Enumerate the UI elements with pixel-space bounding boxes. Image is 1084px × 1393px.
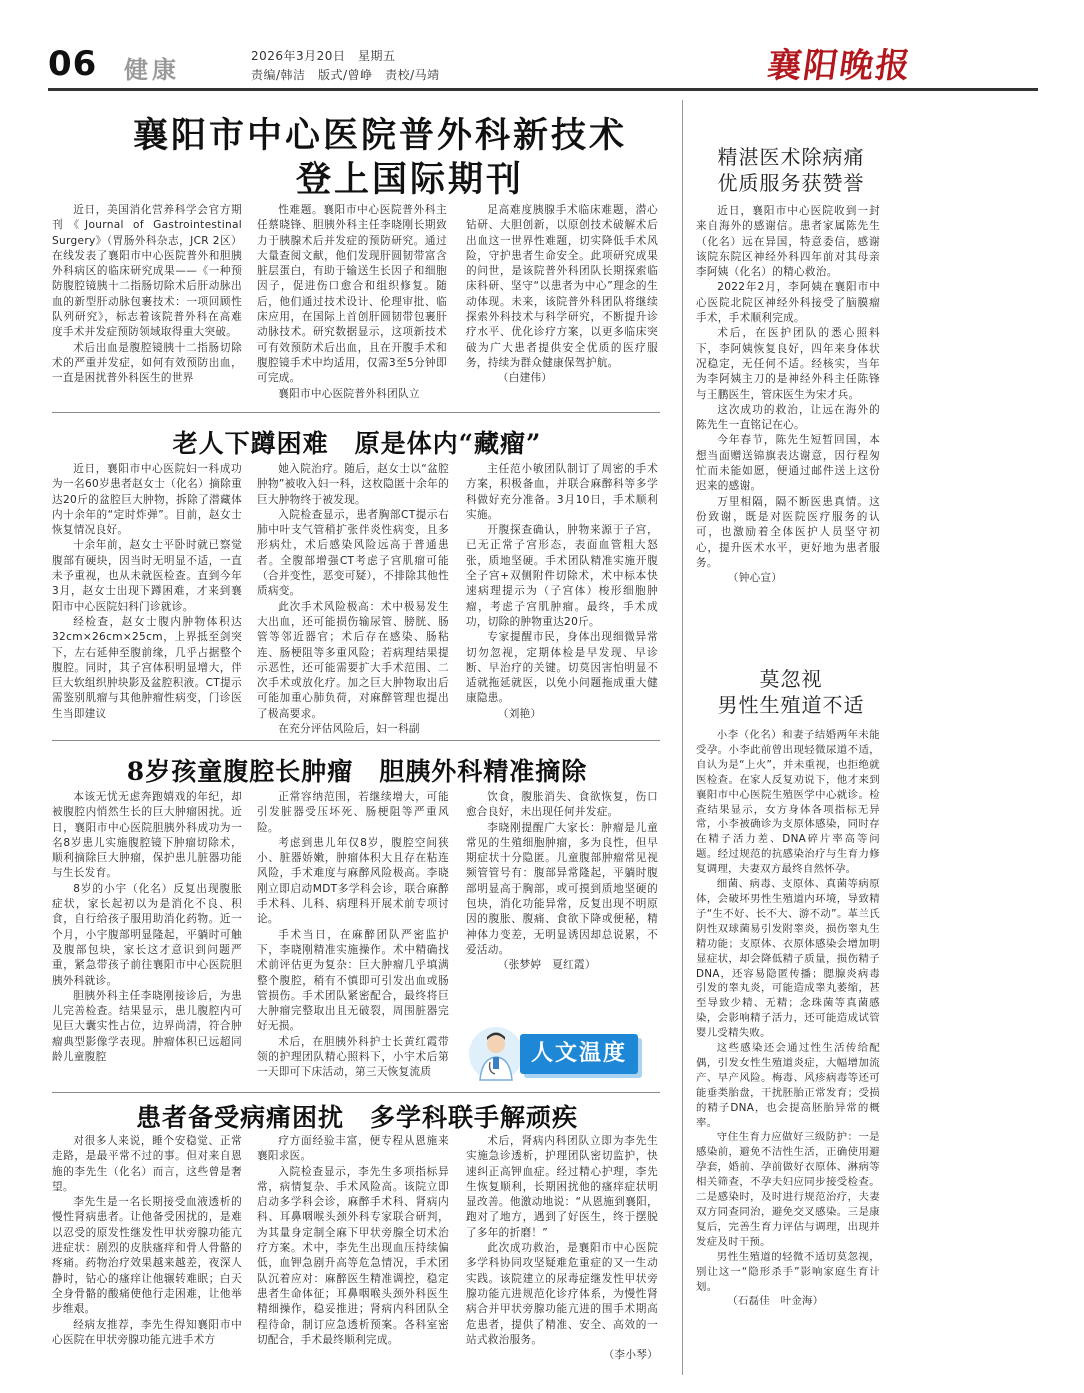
section-name: 健康	[124, 56, 180, 84]
byline: （李小琴）	[603, 1349, 658, 1362]
paragraph: 万里相隔，隔不断医患真情。这份致谢，既是对医院医疗服务的认可，也激励着全体医护人员坚守初心，提升医术水平，更好地为患者服务。	[696, 495, 880, 569]
article1-title-line1: 襄阳市中心医院普外科新技术	[132, 115, 627, 156]
byline: （张梦婷 夏红霞）	[497, 959, 596, 972]
paragraph: 此次成功救治，是襄阳市中心医院多学科协同攻坚疑难危重症的又一生动实践。该院建立的尿毒症继发性甲状旁腺功能亢进规范化诊疗体系，为慢性肾病合并甲状旁腺功能亢进的围手术期高危患者，提供了精准、安全、高效的一站式救治服务。	[466, 1242, 658, 1346]
date-line: 2026年3月20日 星期五	[251, 49, 396, 63]
article2-col3	[466, 462, 658, 722]
paragraph: 李先生是一名长期接受血液透析的慢性肾病患者。让他备受困扰的，是难以忍受的原发性继发性甲状旁腺功能亢进症状：剧烈的皮肤瘙痒和骨人骨骼的疼痛。药物治疗效果越来越差，夜深人静时，钻心的瘙痒让他辗转难眠；白天全身骨骼的酸痛使他行走困难，让他举步维艰。	[52, 1196, 242, 1316]
section-rule	[52, 740, 660, 741]
article4-col2	[257, 1134, 449, 1348]
paragraph: 在充分评估风险后，妇一科副	[278, 723, 420, 736]
sidebar1-title-line1: 精湛医术除病痛	[717, 145, 865, 169]
article4-title: 患者备受病痛困扰 多学科联手解顽疾	[135, 1103, 578, 1132]
paragraph: 小李（化名）和妻子结婚两年未能受孕。小李此前曾出现轻微尿道不适，自认为是“上火”，并未重视，也拒绝就医检查。在家人反复劝说下，他才来到襄阳市中心医院生殖医学中心就诊。检查结果显示，女方身体各项指标无异常，小李被确诊为支原体感染，同时存在精子活力差、DNA碎片率高等问题。经过规范的抗感染治疗与生育力修复调理，夫妻双方最终自然怀孕。	[696, 729, 880, 876]
byline: （石磊佳 叶金海）	[727, 1295, 824, 1308]
sidebar2-title-line2: 男性生殖道不适	[717, 693, 865, 717]
paragraph: 这些感染还会通过性生活传给配偶，引发女性生殖道炎症，大幅增加流产、早产风险。梅毒、风疹病毒等还可能垂类胎盘，干扰胚胎正常发育；受损的精子DNA，也会提高胚胎异常的概率。	[696, 1042, 880, 1129]
article3-title: 8岁孩童腹腔长肿瘤 胆胰外科精准摘除	[126, 757, 588, 786]
paragraph: 入院检查显示，李先生多项指标异常，病情复杂、手术风险高。该院立即启动多学科会诊，麻醉手术科、肾病内科、耳鼻咽喉头颈外科专家联合研判，为其量身定制全麻下甲状旁腺全切术治疗方案。术中，李先生出现血压持续偏低，血钾急剧升高等危急情况，手术团队沉着应对：麻醉医生精准调控，稳定患者生命体征；耳鼻咽喉头颈外科医生精细操作，稳妥推进；肾病内科团队全程待命，制订应急透析预案。各科室密切配合，手术最终顺利完成。	[257, 1165, 449, 1346]
paragraph: 术后，在胆胰外科护士长黄红霞带领的护理团队精心照料下，小宇术后第一天即可下床活动，第三天恢复流质	[257, 1035, 449, 1079]
paragraph: 李晓刚提醒广大家长：肿瘤是儿童常见的生殖细胞肿瘤，多为良性，但早期症状十分隐匿。儿童腹部肿瘤常见视频管管号有：腹部异常隆起，平躺时腹部明显高于胸部，或可摸到质地坚硬的包块，消化功能异常，反复出现不明原因的腹胀、腹痛、食欲下降或便秘，精神体力变差，无明显诱因却总说累，不爱活动。	[466, 821, 658, 956]
article3-col1	[52, 790, 242, 1065]
paragraph: 胆胰外科主任李晓刚接诊后，为患儿完善检查。结果显示，患儿腹腔内可见巨大囊实性占位，边界尚清，符合肿瘤典型影像学表现。肿瘤体积已远超同龄儿童腹腔	[52, 989, 242, 1064]
article1-col3	[466, 203, 658, 387]
paragraph: 入院检查显示，患者胸部CT提示右肺中叶支气管稍扩张伴炎性病变，且多形病灶，术后感染风险远高于普通患者。全腹部增强CT考虑子宫肌瘤可能（合并变性，恶变可疑），不排除其他性质病变。	[257, 508, 449, 598]
article1-col1	[52, 203, 242, 387]
paragraph: 这次成功的救治，让远在海外的陈先生一直铭记在心。	[696, 403, 880, 432]
doctor-illustration-icon	[468, 1024, 526, 1084]
paragraph: 专家提醒市民，身体出现细微异常切勿忽视，定期体检是早发现、早诊断、早治疗的关键。切莫因害怕明显不适就拖延就医，以免小问题拖成重大健康隐患。	[466, 631, 658, 705]
byline: （刘艳）	[497, 707, 542, 720]
paragraph: 饮食，腹胀消失、食欲恢复，伤口愈合良好，未出现任何并发症。	[466, 791, 658, 819]
byline: （白建伟）	[497, 372, 553, 385]
paragraph: 正常容纳范围，若继续增大，可能引发脏器受压坏死、肠梗阻等严重风险。	[257, 791, 449, 834]
paragraph: 开腹探查确认，肿物来源于子宫，已无正常子宫形态，表面血管粗大怒张，质地坚硬。手术团队精准实施开腹全子宫+双侧附件切除术，术中标本快速病理提示为（子宫体）梭形细胞肿瘤，考虑子宫肌肿瘤。最终，手术成功，切除的肿物重达20斤。	[466, 524, 658, 628]
paragraph: 足高难度胰腺手术临床难题，潜心钻研、大胆创新，以原创技术破解术后出血这一世界性难题，切实降低手术风险，守护患者生命安全。此项研究成果的问世，是该院普外科团队长期探索临床科研、坚守“以患者为中心”理念的生动体现。未来，该院普外科团队将继续探索外科技术与科学研究，不断提升诊疗水平、优化诊疗方案，以更多临床突破为广大患者提供安全优质的医疗服务，持续为群众健康保驾护航。	[466, 204, 658, 369]
paragraph: 襄阳市中心医院普外科团队立	[278, 387, 420, 400]
paragraph: 性难题。襄阳市中心医院普外科主任蔡晓锋、胆胰外科主任李晓刚长期致力于胰腺术后并发症的预防研究。通过大量查阅文献，他们发现肝圆韧带富含脏层蛋白，有助于输送生长因子和细胞因子，促进伤口愈合和组织修复。随后，他们通过技术设计、伦理审批、临床应用，在国际上首创肝圆韧带包裹肝动脉技术。研究数据显示，这项新技术可有效预防术后出血，且在开腹手术和腹腔镜手术中均适用，仅需3至5分钟即可完成。	[257, 204, 447, 385]
paragraph: 男性生殖道的轻微不适切莫忽视，别让这一“隐形杀手”影响家庭生育计划。	[696, 1250, 880, 1293]
paragraph: 疗方面经验丰富，便专程从恩施来襄阳求医。	[257, 1135, 449, 1163]
paragraph: 8岁的小宇（化名）反复出现腹胀症状，家长起初以为是消化不良、积食，自行给孩子服用助消化药物。近一个月，小宇腹部明显隆起，平躺时可触及腹部包块，家长这才意识到问题严重，紧急带孩子前往襄阳市中心医院胆胰外科就诊。	[52, 882, 242, 987]
sidebar2-title-line1: 莫忽视	[759, 667, 823, 691]
paragraph: 经检查，赵女士腹内肿物体积达32cm×26cm×25cm，上界抵至剑突下，左右延伸至腹前缘，几乎占据整个腹腔。同时，其子宫体积明显增大，伴巨大软组织肿块影及盆腔积液。CT提示需鉴别肌瘤与其他肿瘤性病变，门诊医生当即建议	[52, 615, 242, 720]
article2-col2	[257, 462, 449, 737]
page-number: 06	[48, 44, 98, 84]
editors-line: 责编/韩洁 版式/曾峥 责校/马靖	[251, 68, 440, 82]
paragraph: 对很多人来说，睡个安稳觉、正常走路，是最平常不过的事。但对来自恩施的李先生（化名）而言，这些曾是奢望。	[52, 1135, 242, 1193]
paragraph: 她入院治疗。随后，赵女士以“盆腔肿物”被收入妇一科，这枚隐匿十余年的巨大肿物终于被发现。	[257, 463, 449, 506]
article3-col3	[466, 790, 658, 974]
byline: （钟心宣）	[727, 572, 783, 585]
paragraph: 术后，在医护团队的悉心照料下，李阿姨恢复良好，四年来身体状况稳定，无任何不适。经核实，当年为李阿姨主刀的是神经外科主任陈锋与王鹏医生，管床医生为宋才兵。	[696, 327, 880, 401]
article1-col2	[257, 203, 447, 402]
paragraph: 术后出血是腹腔镜胰十二指肠切除术的严重并发症，如何有效预防出血，一直是困扰普外科医生的世界	[52, 341, 242, 385]
paragraph: 经病友推荐，李先生得知襄阳市中心医院在甲状旁腺功能亢进手术方	[52, 1318, 242, 1346]
sidebar1-body	[696, 204, 880, 586]
sidebar-divider	[682, 100, 683, 1375]
article4-col3	[466, 1134, 658, 1363]
paragraph: 术后，肾病内科团队立即为李先生实施急诊透析，护理团队密切监护，快速纠正高钾血症。经过精心护理，李先生恢复顺利，长期困扰他的瘙痒症状明显改善。他激动地说：“从恩施到襄阳，跑对了地方，遇到了好医生，终于摆脱了多年的折磨！”	[466, 1135, 658, 1239]
article1-title-line2: 登上国际期刊	[295, 159, 524, 200]
paragraph: 十余年前，赵女士平卧时就已察觉腹部有硬块，因当时无明显不适，一直未予重视，也从未就医检查。直到今年3月，赵女士出现下蹲困难，才来到襄阳市中心医院妇科门诊就诊。	[52, 539, 242, 613]
paragraph: 2022年2月，李阿姨在襄阳市中心医院北院区神经外科接受了脑膜瘤手术，手术顺利完成。	[696, 281, 880, 325]
sidebar1-title-line2: 优质服务获赞誉	[717, 171, 865, 195]
article3-col2	[257, 790, 449, 1081]
culture-badge	[466, 1022, 658, 1086]
article2-col1	[52, 462, 242, 722]
paragraph: 近日，襄阳市中心医院收到一封来自海外的感谢信。患者家属陈先生（化名）远在异国，特意委信，感谢该院东院区神经外科四年前对其母亲李阿姨（化名）的精心救治。	[696, 205, 880, 279]
paragraph: 主任范小敏团队制订了周密的手术方案，积极备血，并联合麻醉科等多学科做好充分准备。3月10日，手术顺利实施。	[466, 463, 658, 521]
badge-text: 人文温度	[530, 1041, 627, 1066]
paragraph: 守住生育力应做好三级防护：一是感染前，避免不洁性生活，正确使用避孕套，婚前、孕前做好衣原体、淋病等相关筛查，不孕夫妇应同步接受检查。二是感染时，及时进行规范治疗，夫妻双方同查同治，避免交叉感染。三是康复后，完善生育力评估与调理，出现并发症及时干预。	[696, 1131, 880, 1248]
paragraph: 手术当日，在麻醉团队严密监护下，李晓刚精准实施操作。术中精确找术前评估更为复杂：巨大肿瘤几乎填满整个腹腔，稍有不慎即可引发出血或肠管损伤。手术团队紧密配合，最终将巨大肿瘤完整取出且无破裂，周围脏器完好无损。	[257, 928, 449, 1033]
sidebar2-body	[696, 728, 880, 1309]
paragraph: 今年春节，陈先生短暂回国，本想当面赠送锦旗表达谢意，因行程匆忙而未能如愿，便通过邮件送上这份迟来的感谢。	[696, 434, 880, 493]
paragraph: 近日，襄阳市中心医院妇一科成功为一名60岁患者赵女士（化名）摘除重达20斤的盆腔巨大肿物，拆除了潜藏体内十余年的“定时炸弹”。目前，赵女士恢复情况良好。	[52, 463, 242, 537]
section-rule	[52, 412, 660, 413]
masthead-rule	[48, 88, 1038, 91]
article4-col1	[52, 1134, 242, 1348]
paragraph: 近日，美国消化营养科学会官方期刊《Journal of Gastrointestinal Surgery》（胃肠外科杂志，JCR 2区）在线发表了襄阳市中心医院普外和胆胰外科病区的临床研究成果——《一种预防腹腔镜胰十二指肠切除术后肝动脉出血的新型肝动脉包裹技术：一项回顾性队列研究》，标志着该院普外科在高难度手术并发症预防领域取得重大突破。	[52, 204, 242, 339]
section-rule	[52, 1092, 660, 1093]
article2-title: 老人下蹲困难 原是体内“藏瘤”	[172, 429, 542, 458]
paragraph: 考虑到患儿年仅8岁，腹腔空间狭小、脏器娇嫩，肿瘤体积大且存在粘连风险，手术难度与麻醉风险极高。李晓刚立即启动MDT多学科会诊，联合麻醉手术科、儿科、病理科开展术前专项讨论。	[257, 836, 449, 926]
paragraph: 此次手术风险极高：术中极易发生大出血，还可能损伤输尿管、膀胱、肠管等邻近器官；术后存在感染、肠粘连、肠梗阻等多重风险；若病理结果提示恶性，还可能需要扩大手术范围、二次手术或放化疗。加之巨大肿物取出后可能加重心肺负荷，对麻醉管理也提出了极高要求。	[257, 600, 449, 720]
paragraph: 细菌、病毒、支原体、真菌等病原体，会破坏男性生殖道内环境，导致精子“生不好、长不大、游不动”。革兰氏阴性双球菌易引发附睾炎，损伤睾丸生精功能；支原体、衣原体感染会增加明显症状，却会降低精子质量，损伤精子DNA，还容易隐匿传播；腮腺炎病毒引发的睾丸炎，可能造成睾丸萎缩，甚至导致少精、无精；念珠菌等真菌感染，会影响精子活力，还可能造成试管婴儿受精失败。	[696, 878, 880, 1040]
paragraph: 本该无忧无虑奔跑嬉戏的年纪，却被腹腔内悄然生长的巨大肿瘤困扰。近日，襄阳市中心医院胆胰外科成功为一名8岁患儿实施腹腔镜下肿瘤切除术，顺利摘除巨大肿瘤，保护患儿脏器功能与生长发育。	[52, 791, 242, 880]
newspaper-logo: 襄阳晚报	[764, 46, 915, 86]
